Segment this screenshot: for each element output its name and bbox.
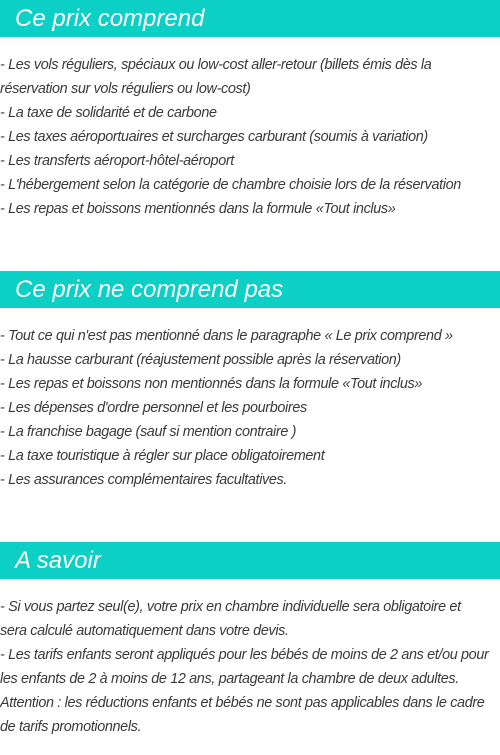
section-included <box>0 0 500 217</box>
section-body <box>0 53 500 221</box>
text-line: - Les taxes aéroportuaires et surcharges carburant (soumis à variation) <box>0 129 428 145</box>
text-line: - Les assurances complémentaires facultatives. <box>0 472 288 488</box>
section-header-banner <box>0 542 500 579</box>
text-line: - Les repas et boissons non mentionnés dans la formule «Tout inclus» <box>0 376 423 392</box>
section-good-to-know <box>0 542 500 735</box>
section-title: Ce prix ne comprend pas <box>15 276 284 303</box>
text-line: - Tout ce qui n'est pas mentionné dans le paragraphe « Le prix comprend » <box>0 328 453 344</box>
text-line: - Les transferts aéroport-hôtel-aéroport <box>0 153 234 169</box>
text-line: - Les repas et boissons mentionnés dans la formule «Tout inclus» <box>0 201 396 217</box>
section-header-banner <box>0 271 500 308</box>
text-line: - L'hébergement selon la catégorie de chambre choisie lors de la réservation <box>0 177 461 193</box>
text-line: - Les vols réguliers, spéciaux ou low-cost aller-retour (billets émis dès la <box>0 57 432 73</box>
text-line: réservation sur vols réguliers ou low-cost) <box>0 81 251 97</box>
text-line: - La taxe de solidarité et de carbone <box>0 105 217 121</box>
text-line: de tarifs promotionnels. <box>0 719 142 735</box>
section-body <box>0 324 500 492</box>
section-body <box>0 595 500 739</box>
text-line: les enfants de 2 à moins de 12 ans, partageant la chambre de deux adultes. <box>0 671 459 687</box>
text-line: sera calculé automatiquement dans votre devis. <box>0 623 289 639</box>
section-title: A savoir <box>15 547 101 574</box>
section-header-banner <box>0 0 500 37</box>
text-line: - Les tarifs enfants seront appliqués pour les bébés de moins de 2 ans et/ou pour <box>0 647 489 663</box>
section-not-included <box>0 271 500 488</box>
text-line: - Les dépenses d'ordre personnel et les pourboires <box>0 400 307 416</box>
text-line: - La taxe touristique à régler sur place obligatoirement <box>0 448 325 464</box>
text-line: Attention : les réductions enfants et bébés ne sont pas applicables dans le cadre <box>0 695 485 711</box>
text-line: - La hausse carburant (réajustement possible après la réservation) <box>0 352 401 368</box>
section-title: Ce prix comprend <box>15 5 205 32</box>
text-line: - Si vous partez seul(e), votre prix en chambre individuelle sera obligatoire et <box>0 599 461 615</box>
text-line: - La franchise bagage (sauf si mention contraire ) <box>0 424 297 440</box>
